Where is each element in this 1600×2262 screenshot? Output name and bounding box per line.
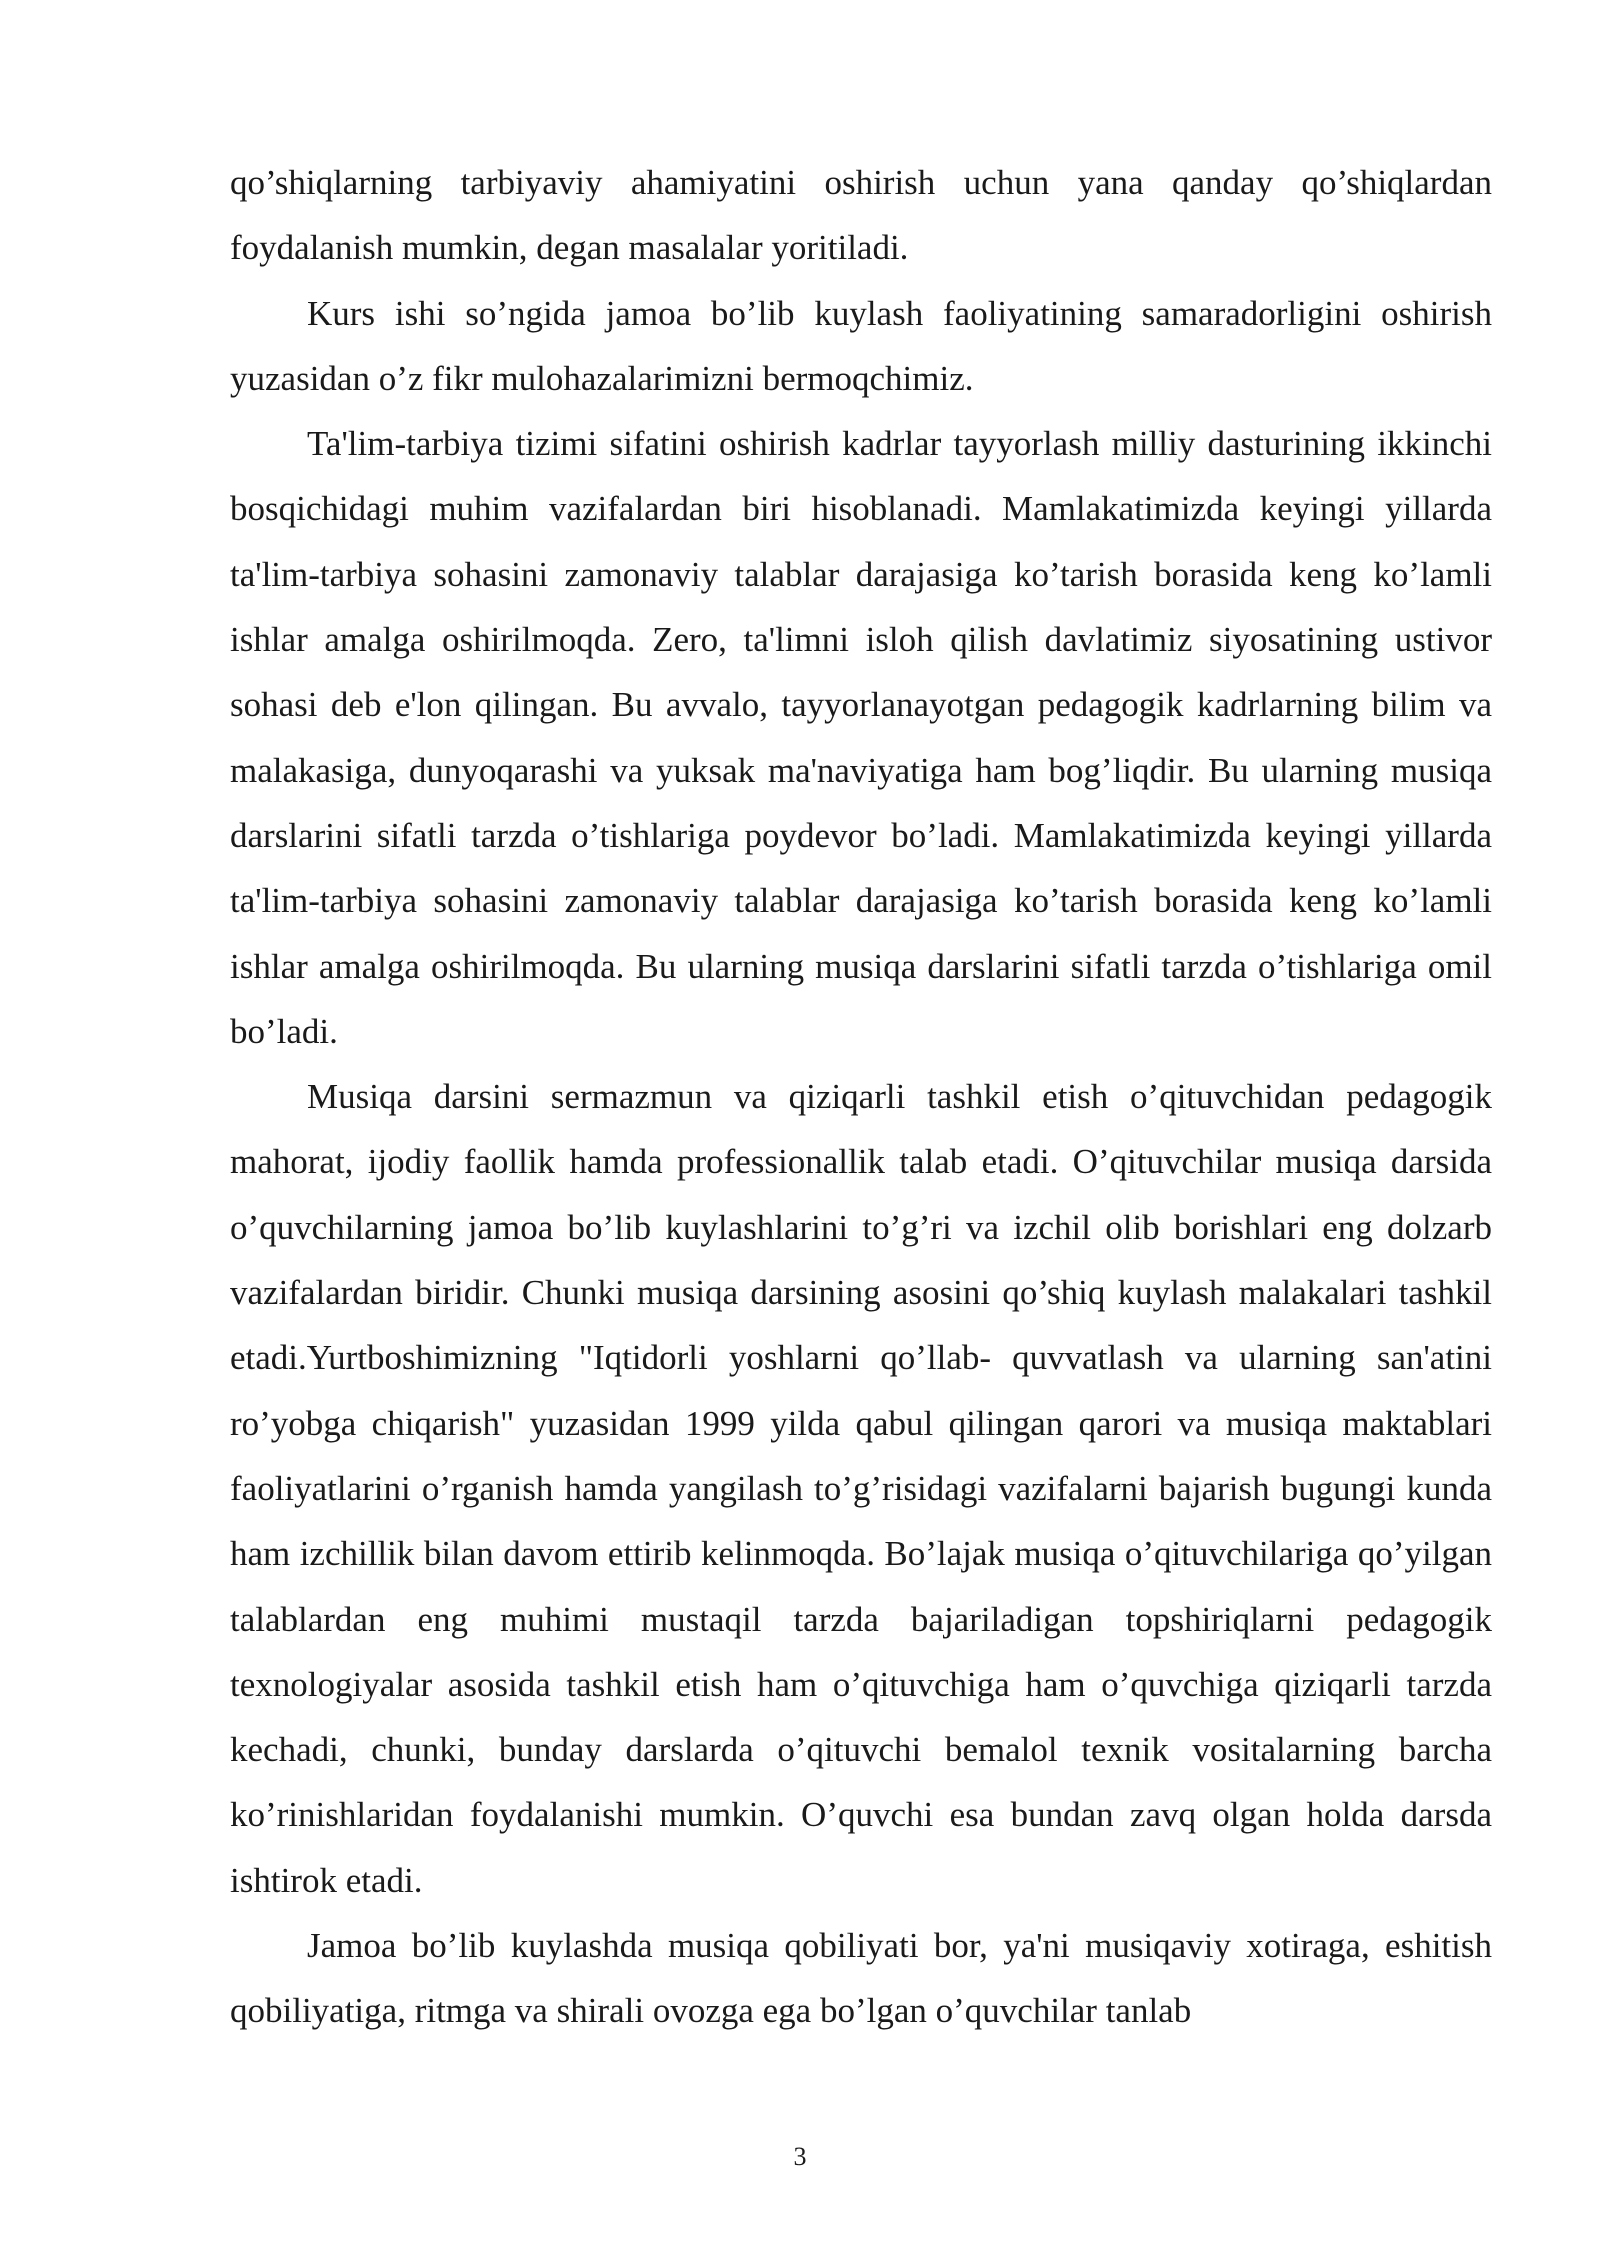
paragraph-music-lesson: Musiqa darsini sermazmun va qiziqarli tashkil etish o’qituvchidan pedagogik mahorat, ijodiy faollik hamda professionallik talab etadi. O’qituvchilar musiqa darsida o’quvchilarning jamoa bo’lib kuylashlarini to’g’ri va izchil olib borishlari eng dolzarb vazifalardan biridir. Chunki musiqa darsining asosini qo’shiq kuylash malakalari tashkil etadi.Yurtboshimizning "Iqtidorli yoshlarni qo’llab- quvvatlash va ularning san'atini ro’yobga chiqarish" yuzasidan 1999 yilda qabul qilingan qarori va musiqa maktablari faoliyatlarini o’rganish hamda yangilash to’g’risidagi vazifalarni bajarish bugungi kunda ham izchillik bilan davom ettirib kelinmoqda. Bo’lajak musiqa o’qituvchilariga qo’yilgan talablardan eng muhimi mustaqil tarzda bajariladigan topshiriqlarni pedagogik texnologiyalar asosida tashkil etish ham o’qituvchiga ham o’quvchiga qiziqarli tarzda kechadi, chunki, bunday darslarda o’qituvchi bemalol texnik vositalarning barcha ko’rinishlaridan foydalanishi mumkin. O’quvchi esa bundan zavq olgan holda darsda ishtirok etadi. [230, 1077, 1492, 1900]
page-number: 3 [793, 2142, 807, 2171]
paragraph-continuation: qo’shiqlarning tarbiyaviy ahamiyatini oshirish uchun yana qanday qo’shiqlardan foydalanish mumkin, degan masalalar yoritiladi. [230, 163, 1492, 268]
paragraph-choir-singing: Jamoa bo’lib kuylashda musiqa qobiliyati bor, ya'ni musiqaviy xotiraga, eshitish qobiliyatiga, ritmga va shirali ovozga ega bo’lgan o’quvchilar tanlab [230, 1926, 1492, 2031]
document-body [230, 150, 1492, 2044]
paragraph-course-conclusion: Kurs ishi so’ngida jamoa bo’lib kuylash faoliyatining samaradorligini oshirish yuzasidan o’z fikr mulohazalarimizni bermoqchimiz. [230, 293, 1492, 398]
paragraph-education-reform: Ta'lim-tarbiya tizimi sifatini oshirish kadrlar tayyorlash milliy dasturining ikkinchi bosqichidagi muhim vazifalardan biri hisoblanadi. Mamlakatimizda keyingi yillarda ta'lim-tarbiya sohasini zamonaviy talablar darajasiga ko’tarish borasida keng ko’lamli ishlar amalga oshirilmoqda. Zero, ta'limni isloh qilish davlatimiz siyosatining ustivor sohasi deb e'lon qilingan. Bu avvalo, tayyorlanayotgan pedagogik kadrlarning bilim va malakasiga, dunyoqarashi va yuksak ma'naviyatiga ham bog’liqdir. Bu ularning musiqa darslarini sifatli tarzda o’tishlariga poydevor bo’ladi. Mamlakatimizda keyingi yillarda ta'lim-tarbiya sohasini zamonaviy talablar darajasiga ko’tarish borasida keng ko’lamli ishlar amalga oshirilmoqda. Bu ularning musiqa darslarini sifatli tarzda o’tishlariga omil bo’ladi. [230, 424, 1492, 1051]
